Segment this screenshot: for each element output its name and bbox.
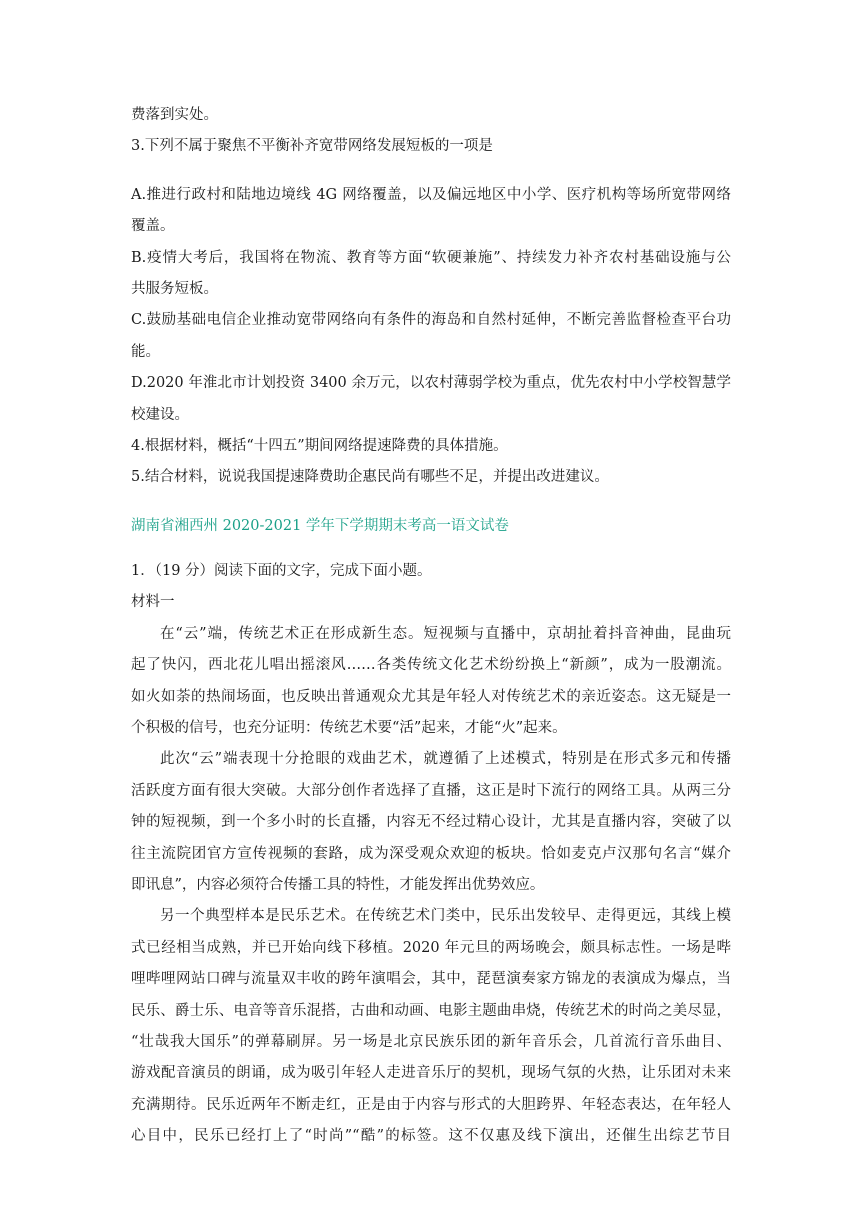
text-line: 费落到实处。: [131, 107, 218, 123]
option-b-cont: 共服务短板。: [131, 280, 218, 297]
paragraph-line: 游戏配音演员的朗诵，成为吸引年轻人走进音乐厅的契机，现场气氛的火热，让乐团对未来: [131, 1065, 731, 1082]
paragraph-line: 起了快闪，西北花儿唱出摇滚风……各类传统文化艺术纷纷换上“新颜”，成为一股潮流。: [131, 657, 731, 674]
option-c: C.鼓励基础电信企业推动宽带网络向有条件的海岛和自然村延伸，不断完善监督检查平台功: [131, 312, 731, 329]
paragraph-line: 民乐、爵士乐、电音等音乐混搭，古曲和动画、电影主题曲串烧，传统艺术的时尚之美尽显，: [131, 1002, 731, 1019]
paragraph-line: 即讯息”，内容必须符合传播工具的特性，才能发挥出优势效应。: [131, 876, 545, 893]
paragraph-line: 钟的短视频，到一个多小时的长直播，内容无不经过精心设计，尤其是直播内容，突破了以: [131, 814, 731, 831]
paragraph-line: 心目中，民乐已经打上了“时尚”“酷”的标签。这不仅惠及线下演出，还催生出综艺节目: [131, 1128, 731, 1145]
option-a: A.推进行政村和陆地边境线 4G 网络覆盖，以及偏远地区中小学、医疗机构等场所宽带网络: [131, 186, 731, 203]
material-label: 材料一: [131, 594, 175, 611]
spacer: [131, 163, 860, 180]
paragraph-line: 另一个典型样本是民乐艺术。在传统艺术门类中，民乐出发较早、走得更远，其线上模: [160, 908, 731, 925]
option-d: D.2020 年淮北市计划投资 3400 余万元，以农村薄弱学校为重点，优先农村中小学校智慧学: [131, 375, 731, 392]
question-3: 3.下列不属于聚焦不平衡补齐宽带网络发展短板的一项是: [131, 138, 493, 155]
paragraph-line: “壮哉我大国乐”的弹幕刷屏。另一场是北京民族乐团的新年音乐会，几首流行音乐曲目、: [131, 1033, 731, 1050]
paragraph-line: 哩哔哩网站口碑与流量双丰收的跨年演唱会，其中，琵琶演奏家方锦龙的表演成为爆点，当: [131, 971, 731, 988]
paragraph-line: 往主流院团官方宣传视频的套路，成为深受观众欢迎的板块。恰如麦克卢汉那句名言“媒介: [131, 845, 731, 862]
spacer: [131, 542, 860, 556]
section-heading: 湖南省湘西州 2020-2021 学年下学期期末考高一语文试卷: [131, 517, 509, 534]
question-5: 5.结合材料，说说我国提速降费助企惠民尚有哪些不足，并提出改进建议。: [131, 469, 609, 486]
question-4: 4.根据材料，概括“十四五”期间网络提速降费的具体措施。: [131, 437, 508, 454]
question-1: 1．（19 分）阅读下面的文字，完成下面小题。: [131, 563, 432, 580]
option-a-cont: 覆盖。: [131, 218, 175, 235]
spacer: [131, 494, 860, 511]
paragraph-line: 个积极的信号，也充分证明：传统艺术要“活”起来，才能“火”起来。: [131, 720, 567, 737]
paragraph-line: 此次“云”端表现十分抢眼的戏曲艺术，就遵循了上述模式，特别是在形式多元和传播: [160, 751, 731, 768]
option-b: B.疫情大考后，我国将在物流、教育等方面“软硬兼施”、持续发力补齐农村基础设施与公: [131, 249, 731, 266]
option-d-cont: 校建设。: [131, 406, 189, 423]
paragraph-line: 式已经相当成熟，并已开始向线下移植。2020 年元旦的两场晚会，颇具标志性。一场是哔: [131, 939, 731, 956]
paragraph-line: 在“云”端，传统艺术正在形成新生态。短视频与直播中，京胡扯着抖音神曲，昆曲玩: [160, 625, 731, 642]
paragraph-line: 如火如荼的热闹场面，也反映出普通观众尤其是年轻人对传统艺术的亲近姿态。这无疑是一: [131, 688, 731, 705]
paragraph-line: 活跃度方面有很大突破。大部分创作者选择了直播，这正是时下流行的网络工具。从两三分: [131, 782, 731, 799]
paragraph-line: 充满期待。民乐近两年不断走红，正是由于内容与形式的大胆跨界、年轻态表达，在年轻人: [131, 1096, 731, 1113]
option-c-cont: 能。: [131, 343, 160, 360]
